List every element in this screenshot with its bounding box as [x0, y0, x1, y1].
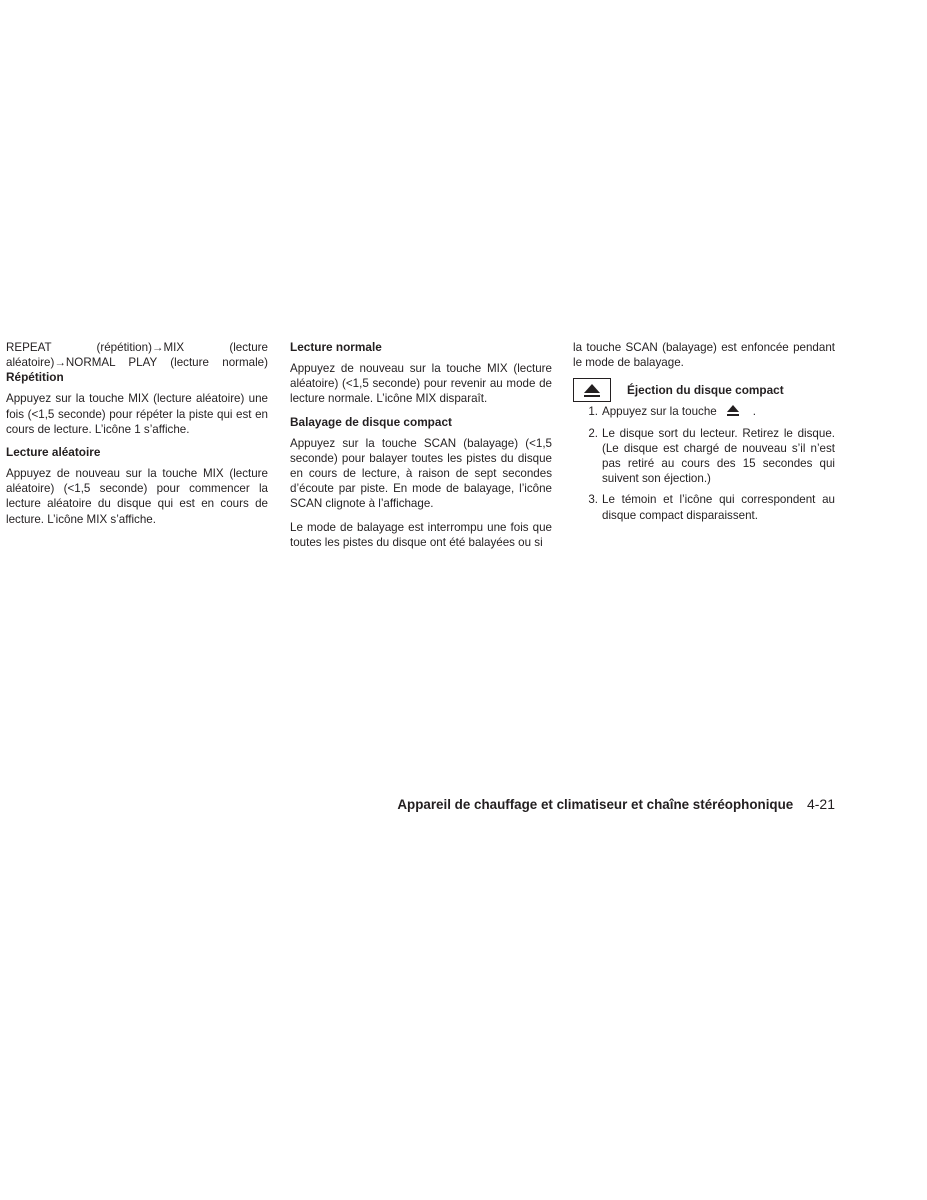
step-text: Appuyez sur la touche: [602, 405, 717, 419]
eject-icon: [727, 405, 739, 416]
repeat-heading: Répétition: [6, 370, 64, 385]
scan-continuation-paragraph: la touche SCAN (balayage) est enfoncée pendant le mode de balayage.: [573, 341, 835, 370]
page-footer: [397, 796, 835, 812]
list-item: [573, 492, 835, 522]
column-left: [6, 340, 268, 535]
mode-sequence-text: REPEAT (répétition)→MIX (lecture aléatoire)→NORMAL PLAY (lecture normale): [6, 341, 268, 370]
step-text-end: .: [752, 405, 756, 419]
scan-interrupt-paragraph: Le mode de balayage est interrompu une fois que toutes les pistes du disque ont été balayées ou si: [290, 520, 552, 549]
scan-paragraph: Appuyez sur la touche SCAN (balayage) (<1,5 seconde) pour balayer toutes les pistes du disque en cours de lecture, à raison de sept secondes d’écoute par piste. En mode de balayage, l’icône SCAN clignote à l’affichage.: [290, 436, 552, 511]
step-number: 2.: [588, 426, 598, 440]
eject-steps-list: [573, 404, 835, 522]
column-right: [573, 340, 835, 529]
random-heading: Lecture aléatoire: [6, 445, 101, 460]
list-item: [573, 426, 835, 487]
section-title: Appareil de chauffage et climatiseur et chaîne stéréophonique: [397, 797, 794, 812]
step-text: Le disque sort du lecteur. Retirez le disque. (Le disque est chargé de nouveau s’il n’est pas retiré au cours des 15 secondes qui suivent son éjection.): [602, 426, 835, 486]
normal-play-paragraph: Appuyez de nouveau sur la touche MIX (lecture aléatoire) (<1,5 seconde) pour revenir au mode de lecture normale. L’icône MIX disparaît.: [290, 362, 552, 406]
scan-heading: Balayage de disque compact: [290, 414, 452, 429]
step-text: Le témoin et l’icône qui correspondent au disque compact disparaissent.: [602, 493, 835, 522]
column-middle: [290, 340, 552, 558]
step-number: 3.: [588, 493, 598, 507]
eject-icon: [584, 384, 600, 397]
eject-section-header: [573, 378, 835, 402]
normal-play-heading: Lecture normale: [290, 340, 382, 354]
step-number: 1.: [588, 405, 598, 419]
repeat-paragraph: Appuyez sur la touche MIX (lecture aléatoire) une fois (<1,5 seconde) pour répéter la piste qui est en cours de lecture. L’icône 1 s’affiche.: [6, 392, 268, 436]
eject-heading: Éjection du disque compact: [627, 382, 784, 397]
eject-button-symbol: [573, 378, 611, 402]
list-item: [573, 404, 835, 419]
random-paragraph: Appuyez de nouveau sur la touche MIX (lecture aléatoire) (<1,5 seconde) pour commencer la lecture aléatoire du disque qui est en cours de lecture. L’icône MIX s’affiche.: [6, 467, 268, 526]
page-number: 4-21: [806, 796, 835, 812]
